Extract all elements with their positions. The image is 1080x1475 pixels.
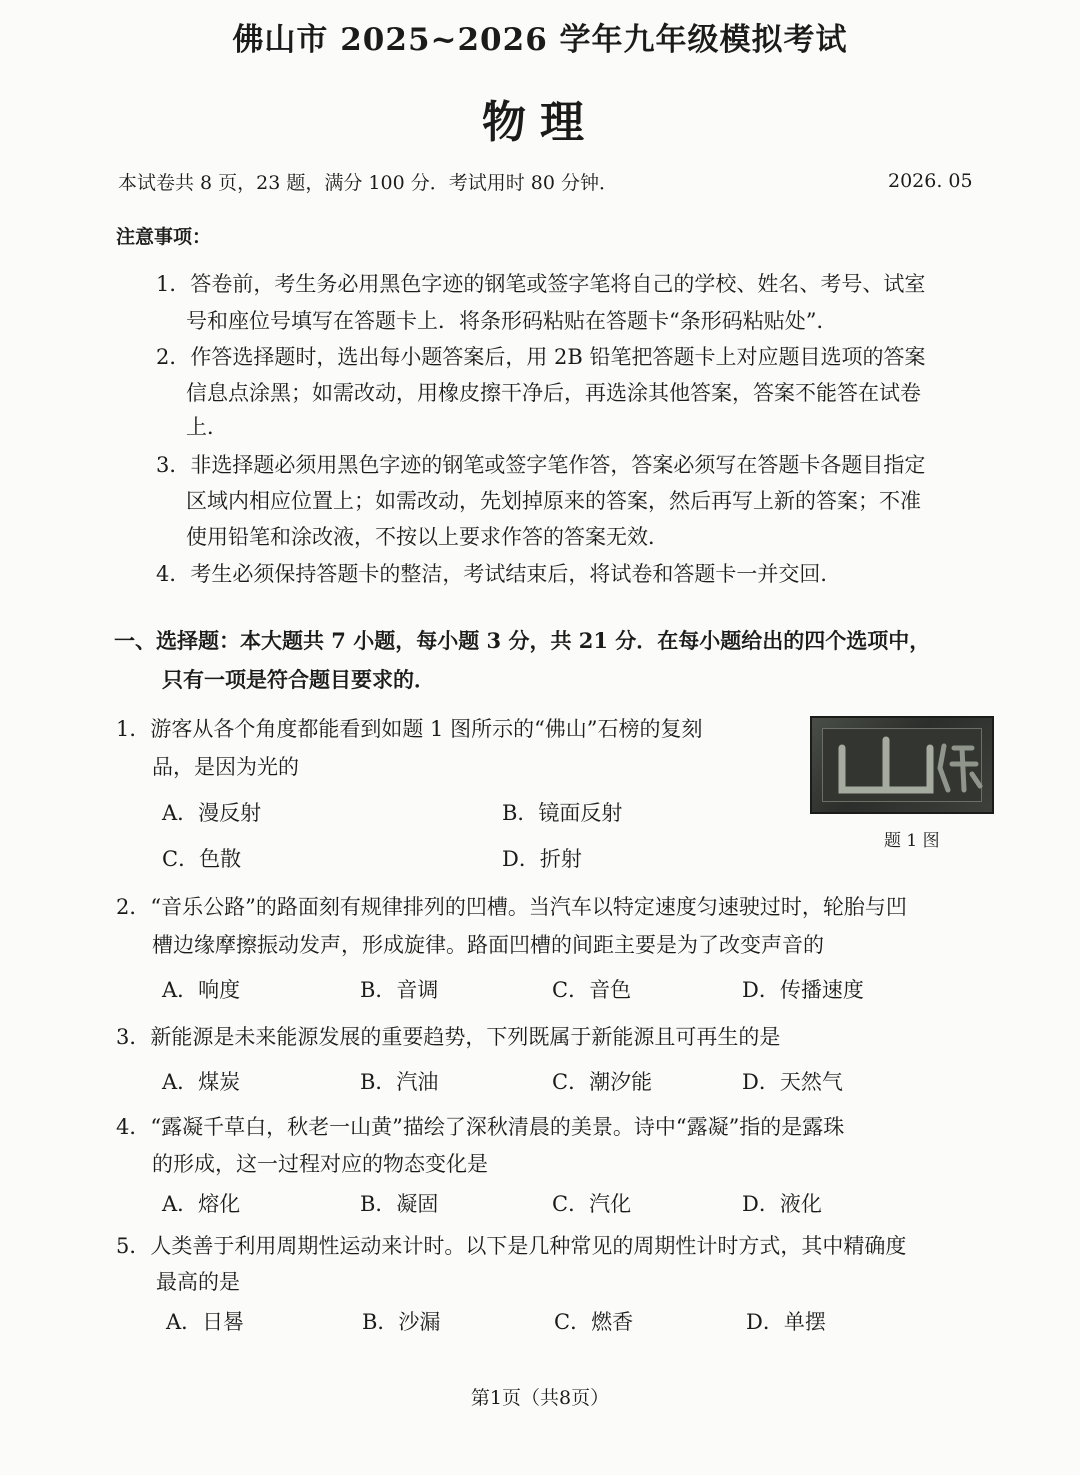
notice-line: 2．作答选择题时，选出每小题答案后，用 2B 铅笔把答题卡上对应题目选项的答案	[156, 345, 926, 369]
question-1-stem: 1．游客从各个角度都能看到如题 1 图所示的“佛山”石榜的复刻	[116, 717, 703, 741]
notice-line: 1．答卷前，考生务必用黑色字迹的钢笔或签字笔将自己的学校、姓名、考号、试室	[156, 272, 926, 296]
question-1-option-a: A．漫反射	[162, 801, 262, 825]
notice-line: 3．非选择题必须用黑色字迹的钢笔或签字笔作答，答案必须写在答题卡各题目指定	[156, 453, 926, 477]
question-2-stem: 槽边缘摩擦振动发声，形成旋律。路面凹槽的间距主要是为了改变声音的	[152, 933, 824, 957]
question-3-option-b: B．汽油	[360, 1070, 439, 1094]
section-heading: 一、选择题：本大题共 7 小题，每小题 3 分，共 21 分．在每小题给出的四个选项中，	[114, 628, 931, 653]
question-4-option-c: C．汽化	[552, 1192, 632, 1216]
notice-line: 使用铅笔和涂改液，不按以上要求作答的答案无效．	[186, 525, 669, 549]
question-4-stem: 的形成，这一过程对应的物态变化是	[152, 1152, 488, 1176]
notice-line: 号和座位号填写在答题卡上．将条形码粘贴在答题卡“条形码粘贴处”．	[186, 309, 838, 333]
notice-line: 4．考生必须保持答题卡的整洁，考试结束后，将试卷和答题卡一并交回．	[156, 562, 842, 586]
question-5-stem: 最高的是	[156, 1270, 240, 1294]
question-5-option-d: D．单摆	[746, 1310, 826, 1334]
question-1-stem: 品，是因为光的	[152, 755, 299, 779]
question-2-option-c: C．音色	[552, 978, 632, 1002]
question-4-option-d: D．液化	[742, 1192, 822, 1216]
question-1-option-b: B．镜面反射	[502, 801, 623, 825]
question-1-option-d: D．折射	[502, 847, 582, 871]
question-2-stem: 2．“音乐公路”的路面刻有规律排列的凹槽。当汽车以特定速度匀速驶过时，轮胎与凹	[116, 895, 907, 919]
question-3-option-a: A．煤炭	[162, 1070, 241, 1094]
exam-info: 本试卷共 8 页，23 题，满分 100 分．考试用时 80 分钟．	[118, 172, 618, 194]
question-3-stem: 3．新能源是未来能源发展的重要趋势，下列既属于新能源且可再生的是	[116, 1025, 781, 1049]
question-2-option-d: D．传播速度	[742, 978, 864, 1002]
question-4-stem: 4．“露凝千草白，秋老一山黄”描绘了深秋清晨的美景。诗中“露凝”指的是露珠	[116, 1115, 845, 1139]
notice-line: 信息点涂黑；如需改动，用橡皮擦干净后，再选涂其他答案，答案不能答在试卷	[186, 381, 921, 405]
notice-heading: 注意事项：	[116, 226, 212, 248]
question-2-option-a: A．响度	[162, 978, 241, 1002]
question-5-option-c: C．燃香	[554, 1310, 634, 1334]
question-1-option-c: C．色散	[162, 847, 242, 871]
question-2-option-b: B．音调	[360, 978, 439, 1002]
page-footer: 第1页（共8页）	[470, 1387, 610, 1409]
question-3-option-c: C．潮汐能	[552, 1070, 653, 1094]
question-4-option-b: B．凝固	[360, 1192, 439, 1216]
question-5-option-b: B．沙漏	[362, 1310, 441, 1334]
notice-line: 区域内相应位置上；如需改动，先划掉原来的答案，然后再写上新的答案；不准	[186, 489, 921, 513]
exam-date: 2026. 05	[888, 170, 973, 192]
subject-title: 物理	[482, 97, 598, 148]
question-5-option-a: A．日晷	[166, 1310, 245, 1334]
exam-title: 佛山市 2025~2026 学年九年级模拟考试	[232, 22, 848, 58]
question-4-option-a: A．熔化	[162, 1192, 241, 1216]
plaque-carving-icon	[812, 718, 992, 812]
question-3-option-d: D．天然气	[742, 1070, 843, 1094]
notice-line: 上．	[186, 415, 228, 439]
figure-1-caption: 题 1 图	[884, 831, 940, 851]
question-5-stem: 5．人类善于利用周期性运动来计时。以下是几种常见的周期性计时方式，其中精确度	[116, 1234, 907, 1258]
section-heading: 只有一项是符合题目要求的．	[162, 667, 435, 692]
stone-plaque-image	[810, 716, 994, 814]
